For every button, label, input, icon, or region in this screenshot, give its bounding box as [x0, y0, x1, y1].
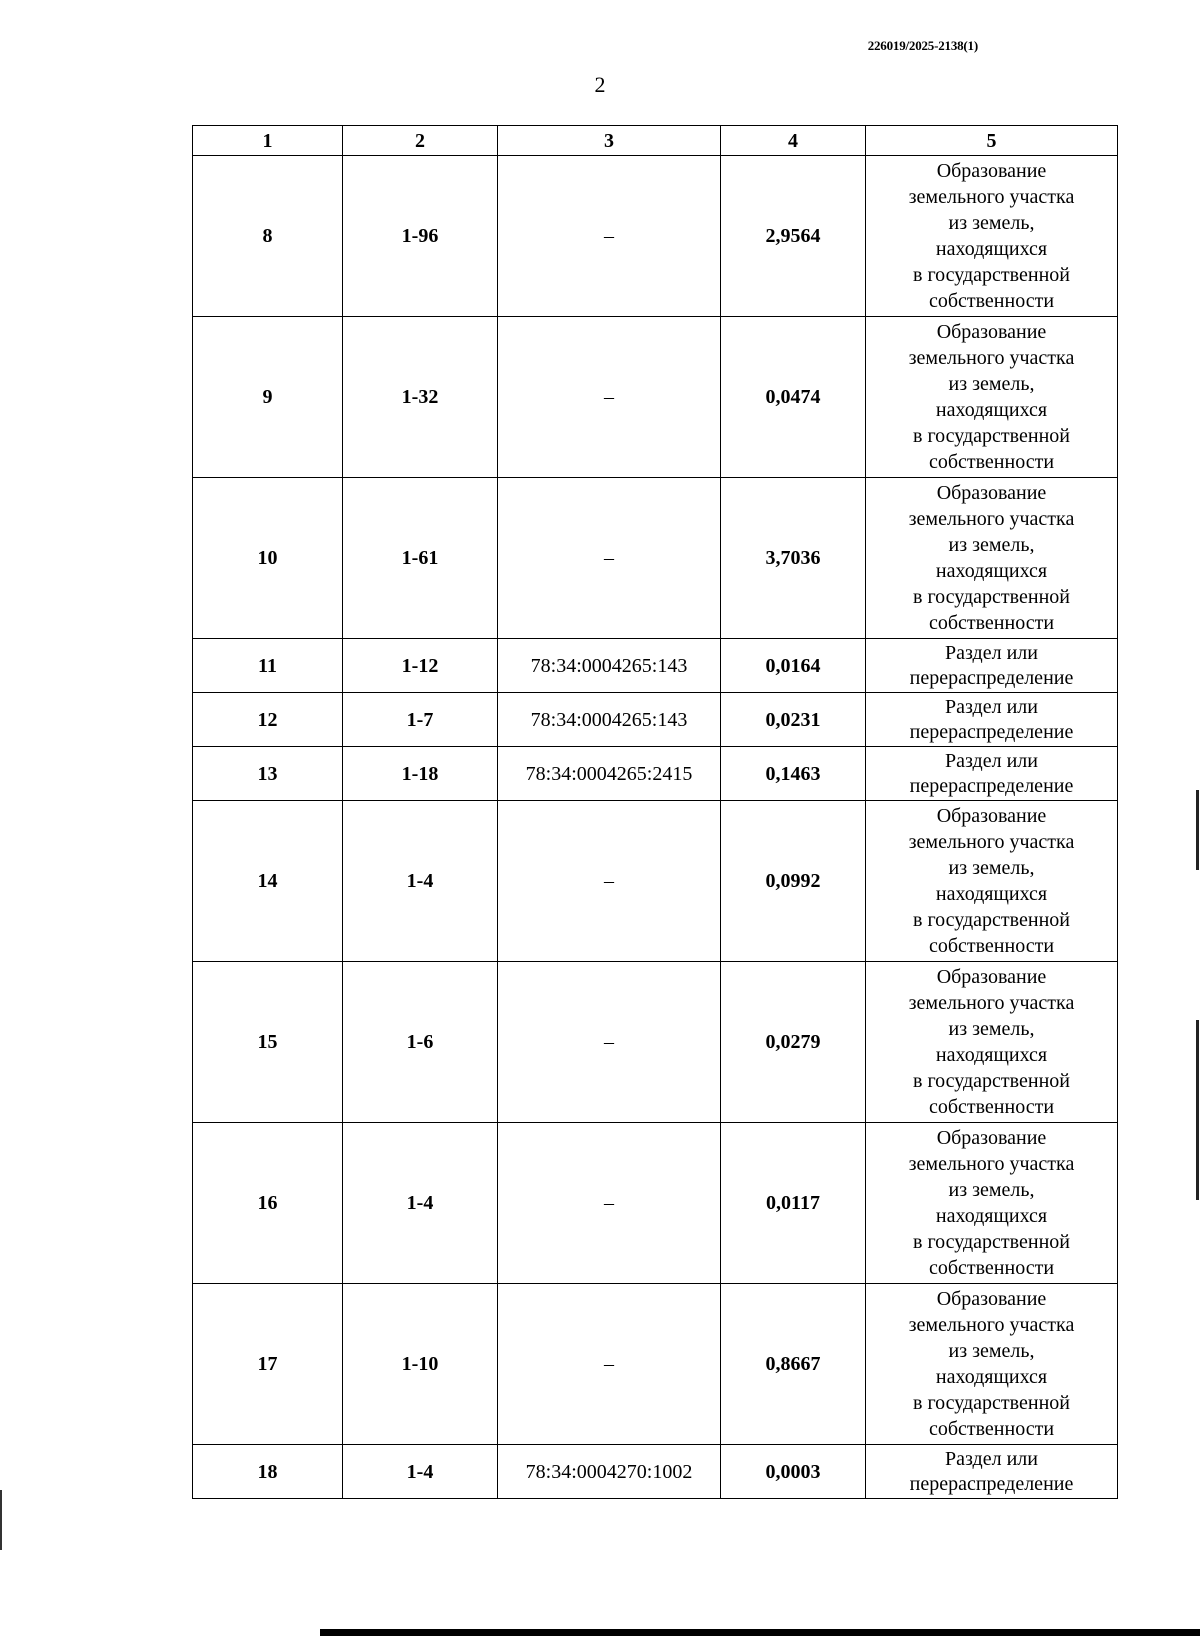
point-range-cell: 1-12 — [343, 639, 498, 693]
point-range-cell: 1-96 — [343, 156, 498, 317]
table-row — [193, 693, 1118, 747]
formation-method-cell — [866, 156, 1118, 317]
formation-method-line: земельного участка — [908, 992, 1075, 1014]
formation-method-line: в государственной — [913, 586, 1070, 608]
formation-method-line: Раздел или — [945, 641, 1038, 664]
formation-method-line: из земель, — [948, 1179, 1035, 1201]
point-range-cell: 1-4 — [343, 1445, 498, 1499]
formation-method-line: собственности — [928, 612, 1055, 634]
formation-method-line: Образование — [936, 1288, 1047, 1310]
point-range-cell: 1-18 — [343, 747, 498, 801]
formation-method-line: Образование — [936, 482, 1047, 504]
table-row — [193, 801, 1118, 962]
point-range-cell: 1-10 — [343, 1284, 498, 1445]
formation-method-line: в государственной — [913, 425, 1070, 447]
formation-method-cell — [866, 1445, 1118, 1499]
formation-method-line: находящихся — [935, 238, 1048, 260]
table-row — [193, 747, 1118, 801]
row-number-cell: 18 — [193, 1445, 343, 1499]
formation-method-line: Раздел или — [945, 1447, 1038, 1470]
area-cell: 2,9564 — [721, 156, 866, 317]
table-body — [193, 156, 1118, 1499]
land-plots-table — [192, 125, 1118, 1499]
row-number-cell: 11 — [193, 639, 343, 693]
point-range-cell: 1-4 — [343, 801, 498, 962]
cadastral-number-cell: 78:34:0004270:1002 — [498, 1445, 721, 1499]
formation-method-line: находящихся — [935, 1044, 1048, 1066]
formation-method-line: из земель, — [948, 373, 1035, 395]
row-number-cell: 15 — [193, 962, 343, 1123]
formation-method-line: собственности — [928, 1096, 1055, 1118]
cadastral-number-cell: – — [498, 1123, 721, 1284]
formation-method-line: земельного участка — [908, 508, 1075, 530]
formation-method-line: Образование — [936, 805, 1047, 827]
area-cell: 0,8667 — [721, 1284, 866, 1445]
cadastral-number-cell: – — [498, 156, 721, 317]
formation-method-cell — [866, 317, 1118, 478]
area-cell: 0,0164 — [721, 639, 866, 693]
formation-method-line: перераспределение — [909, 720, 1074, 743]
cadastral-number-cell: 78:34:0004265:2415 — [498, 747, 721, 801]
table-row — [193, 156, 1118, 317]
formation-method-cell — [866, 693, 1118, 747]
table-row — [193, 1284, 1118, 1445]
area-cell: 0,1463 — [721, 747, 866, 801]
formation-method-cell — [866, 801, 1118, 962]
formation-method-line: из земель, — [948, 1340, 1035, 1362]
formation-method-cell — [866, 962, 1118, 1123]
formation-method-line: Образование — [936, 321, 1047, 343]
row-number-cell: 14 — [193, 801, 343, 962]
cadastral-number-cell: – — [498, 1284, 721, 1445]
cadastral-number-cell: 78:34:0004265:143 — [498, 639, 721, 693]
table-header-row — [193, 126, 1118, 156]
formation-method-line: собственности — [928, 451, 1055, 473]
formation-method-cell — [866, 639, 1118, 693]
row-number-cell: 9 — [193, 317, 343, 478]
formation-method-line: собственности — [928, 290, 1055, 312]
formation-method-cell — [866, 478, 1118, 639]
formation-method-line: перераспределение — [909, 1472, 1074, 1495]
column-header: 3 — [498, 126, 721, 156]
column-header: 2 — [343, 126, 498, 156]
formation-method-line: находящихся — [935, 399, 1048, 421]
formation-method-cell — [866, 747, 1118, 801]
point-range-cell: 1-32 — [343, 317, 498, 478]
area-cell: 0,0003 — [721, 1445, 866, 1499]
cadastral-number-cell: – — [498, 478, 721, 639]
formation-method-line: из земель, — [948, 857, 1035, 879]
scan-edge-right — [1196, 1020, 1199, 1200]
row-number-cell: 17 — [193, 1284, 343, 1445]
area-cell: 3,7036 — [721, 478, 866, 639]
column-header: 4 — [721, 126, 866, 156]
formation-method-line: собственности — [928, 1257, 1055, 1279]
table-row — [193, 478, 1118, 639]
cadastral-number-cell: – — [498, 801, 721, 962]
formation-method-line: земельного участка — [908, 186, 1075, 208]
row-number-cell: 8 — [193, 156, 343, 317]
scan-edge-bottom — [320, 1629, 1200, 1636]
formation-method-line: перераспределение — [909, 774, 1074, 797]
formation-method-line: из земель, — [948, 212, 1035, 234]
formation-method-line: земельного участка — [908, 1314, 1075, 1336]
point-range-cell: 1-6 — [343, 962, 498, 1123]
document-code: 226019/2025-2138(1) — [867, 38, 978, 53]
table-row — [193, 317, 1118, 478]
formation-method-line: Раздел или — [945, 695, 1038, 718]
area-cell: 0,0279 — [721, 962, 866, 1123]
formation-method-line: находящихся — [935, 560, 1048, 582]
row-number-cell: 16 — [193, 1123, 343, 1284]
formation-method-line: земельного участка — [908, 1153, 1075, 1175]
column-header: 1 — [193, 126, 343, 156]
cadastral-number-cell: – — [498, 317, 721, 478]
formation-method-line: земельного участка — [908, 831, 1075, 853]
formation-method-line: земельного участка — [908, 347, 1075, 369]
table-row — [193, 1123, 1118, 1284]
formation-method-line: находящихся — [935, 1205, 1048, 1227]
formation-method-line: в государственной — [913, 1231, 1070, 1253]
formation-method-line: из земель, — [948, 1018, 1035, 1040]
formation-method-line: Образование — [936, 160, 1047, 182]
formation-method-line: перераспределение — [909, 666, 1074, 689]
area-cell: 0,0117 — [721, 1123, 866, 1284]
table-row — [193, 962, 1118, 1123]
formation-method-line: Образование — [936, 966, 1047, 988]
formation-method-line: в государственной — [913, 264, 1070, 286]
area-cell: 0,0231 — [721, 693, 866, 747]
formation-method-cell — [866, 1284, 1118, 1445]
formation-method-cell — [866, 1123, 1118, 1284]
formation-method-line: находящихся — [935, 883, 1048, 905]
row-number-cell: 10 — [193, 478, 343, 639]
scan-edge-left — [0, 1490, 2, 1550]
formation-method-line: собственности — [928, 1418, 1055, 1440]
formation-method-line: в государственной — [913, 1070, 1070, 1092]
formation-method-line: в государственной — [913, 1392, 1070, 1414]
row-number-cell: 12 — [193, 693, 343, 747]
point-range-cell: 1-7 — [343, 693, 498, 747]
row-number-cell: 13 — [193, 747, 343, 801]
point-range-cell: 1-4 — [343, 1123, 498, 1284]
formation-method-line: из земель, — [948, 534, 1035, 556]
table-row — [193, 1445, 1118, 1499]
area-cell: 0,0474 — [721, 317, 866, 478]
formation-method-line: в государственной — [913, 909, 1070, 931]
formation-method-line: собственности — [928, 935, 1055, 957]
page-number: 2 — [594, 72, 606, 97]
table-row — [193, 639, 1118, 693]
formation-method-line: находящихся — [935, 1366, 1048, 1388]
cadastral-number-cell: – — [498, 962, 721, 1123]
column-header: 5 — [866, 126, 1118, 156]
formation-method-line: Раздел или — [945, 749, 1038, 772]
area-cell: 0,0992 — [721, 801, 866, 962]
cadastral-number-cell: 78:34:0004265:143 — [498, 693, 721, 747]
point-range-cell: 1-61 — [343, 478, 498, 639]
formation-method-line: Образование — [936, 1127, 1047, 1149]
scan-edge-right — [1196, 790, 1199, 870]
